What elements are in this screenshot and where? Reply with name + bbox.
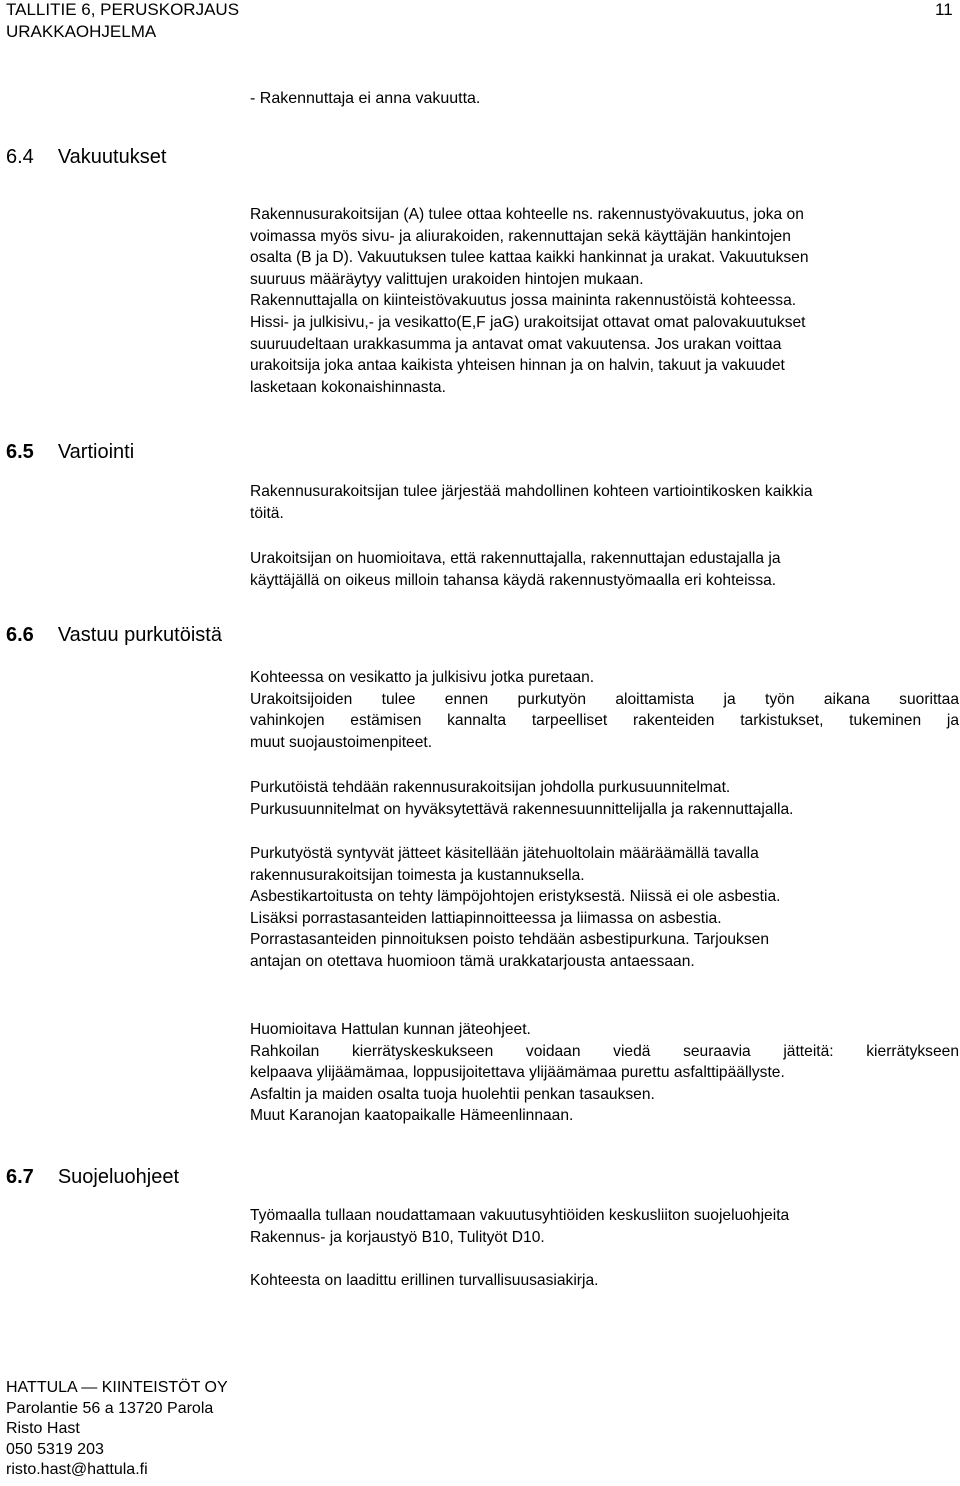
section-number: 6.6 xyxy=(6,624,34,646)
document-subtitle: URAKKAOHJELMA xyxy=(6,22,157,41)
section-number: 6.5 xyxy=(6,441,34,463)
footer-org: HATTULA — KIINTEISTÖT OY xyxy=(6,1379,228,1396)
paragraph-line: Kohteessa on vesikatto ja julkisivu jotka puretaan. xyxy=(250,669,595,686)
section-number: 6.4 xyxy=(6,146,34,168)
section-heading-6-4 xyxy=(6,146,166,168)
section-6-7-paragraph-1 xyxy=(250,1205,789,1248)
paragraph-line: suuruudeltaan urakkasumma ja antavat omat vakuutensa. Jos urakan voittaa xyxy=(250,335,782,353)
paragraph-line: muut suojaustoimenpiteet. xyxy=(250,733,433,751)
paragraph-line: käyttäjällä on oikeus milloin tahansa käydä rakennustyömaalla eri kohteissa. xyxy=(250,571,777,589)
paragraph-line: voimassa myös sivu- ja aliurakoiden, rakennuttajan sekä käyttäjän hankintojen xyxy=(250,227,791,245)
section-6-5-paragraph-1 xyxy=(250,481,813,524)
section-6-4-paragraph xyxy=(250,204,809,398)
paragraph-line: Hissi- ja julkisivu,- ja vesikatto(E,F jaG) urakoitsijat ottavat omat palovakuutukset xyxy=(250,313,806,331)
paragraph-line: Porrastasanteiden pinnoituksen poisto tehdään asbestipurkuna. Tarjouksen xyxy=(250,931,769,949)
section-title: Vartiointi xyxy=(57,441,135,463)
paragraph-line: suuruus määräytyy valittujen urakoiden hintojen mukaan. xyxy=(250,270,644,288)
section-6-5-paragraph-2 xyxy=(250,548,781,591)
paragraph-line: Purkutöistä tehdään rakennusurakoitsijan johdolla purkusuunnitelmat. xyxy=(250,779,731,796)
section-title: Vastuu purkutöistä xyxy=(57,624,222,646)
document-title: TALLITIE 6, PERUSKORJAUS xyxy=(6,0,240,19)
paragraph-line: Rahkoilan kierrätyskeskukseen voidaan viedä seuraavia jätteitä: kierrätykseen xyxy=(250,1042,959,1060)
section-heading-6-6 xyxy=(6,624,222,646)
paragraph-line: osalta (B ja D). Vakuutuksen tulee kattaa kaikki hankinnat ja urakat. Vakuutuksen xyxy=(250,249,809,267)
paragraph-line: urakoitsija joka antaa kaikista yhteisen hinnan ja on halvin, takuut ja vakuudet xyxy=(250,357,785,375)
section-title: Suojeluohjeet xyxy=(57,1166,180,1188)
paragraph-line: antajan on otettava huomioon tämä urakkatarjousta antaessaan. xyxy=(250,952,695,970)
intro-line: - Rakennuttaja ei anna vakuutta. xyxy=(250,90,481,107)
paragraph-line: Asfaltin ja maiden osalta tuoja huolehtii penkan tasauksen. xyxy=(250,1085,655,1103)
footer-address: Parolantie 56 a 13720 Parola xyxy=(6,1399,214,1417)
section-6-6-paragraph-2 xyxy=(250,777,794,820)
section-number: 6.7 xyxy=(6,1166,34,1188)
paragraph-line: Kohteesta on laadittu erillinen turvallisuusasiakirja. xyxy=(250,1272,599,1289)
paragraph-line: rakennusurakoitsijan toimesta ja kustannuksella. xyxy=(250,866,585,884)
paragraph-line: Huomioitava Hattulan kunnan jäteohjeet. xyxy=(250,1021,531,1038)
paragraph-line: Rakennusurakoitsijan tulee järjestää mahdollinen kohteen vartiointikosken kaikkia xyxy=(250,483,813,500)
section-heading-6-7 xyxy=(6,1166,179,1188)
paragraph-line: Purkutyöstä syntyvät jätteet käsitellään jätehuoltolain määräämällä tavalla xyxy=(250,845,759,862)
paragraph-line: kelpaava ylijäämämaa, loppusijoitettava ylijäämämaa purettu asfalttipäällyste. xyxy=(250,1064,785,1082)
paragraph-line: Rakennusurakoitsijan (A) tulee ottaa kohteelle ns. rakennustyövakuutus, joka on xyxy=(250,206,804,223)
footer-name: Risto Hast xyxy=(6,1420,80,1437)
paragraph-line: Urakoitsijan on huomioitava, että rakennuttajalla, rakennuttajan edustajalla ja xyxy=(250,550,781,567)
footer-email: risto.hast@hattula.fi xyxy=(6,1461,148,1478)
paragraph-line: Rakennuttajalla on kiinteistövakuutus jossa maininta rakennustöistä kohteessa. xyxy=(250,292,797,310)
paragraph-line: lasketaan kokonaishinnasta. xyxy=(250,378,446,396)
section-heading-6-5 xyxy=(6,441,134,463)
paragraph-line: Lisäksi porrastasanteiden lattiapinnoitteessa ja liimassa on asbestia. xyxy=(250,909,722,927)
section-6-7-paragraph-2 xyxy=(250,1270,598,1292)
paragraph-line: Purkusuunnitelmat on hyväksytettävä rakennesuunnittelijalla ja rakennuttajalla. xyxy=(250,800,794,818)
section-6-6-paragraph-1 xyxy=(250,667,959,753)
section-title: Vakuutukset xyxy=(57,146,167,168)
paragraph-line: Urakoitsijoiden tulee ennen purkutyön aloittamista ja työn aikana suorittaa xyxy=(250,690,959,708)
section-6-6-paragraph-3 xyxy=(250,843,780,973)
paragraph-line: Työmaalla tullaan noudattamaan vakuutusyhtiöiden keskusliiton suojeluohjeita xyxy=(250,1207,790,1224)
footer-contact xyxy=(6,1378,228,1481)
page-number: 11 xyxy=(935,0,953,19)
footer-phone: 050 5319 203 xyxy=(6,1440,104,1458)
paragraph-line: vahinkojen estämisen kannalta tarpeelliset rakenteiden tarkistukset, tukeminen ja xyxy=(250,712,959,730)
paragraph-line: Rakennus- ja korjaustyö B10, Tulityöt D10. xyxy=(250,1228,545,1246)
paragraph-line: Asbestikartoitusta on tehty lämpöjohtojen eristyksestä. Niissä ei ole asbestia. xyxy=(250,888,781,906)
paragraph-line: töitä. xyxy=(250,504,284,522)
section-6-6-paragraph-4 xyxy=(250,1019,959,1127)
paragraph-line: Muut Karanojan kaatopaikalle Hämeenlinnaan. xyxy=(250,1107,574,1125)
